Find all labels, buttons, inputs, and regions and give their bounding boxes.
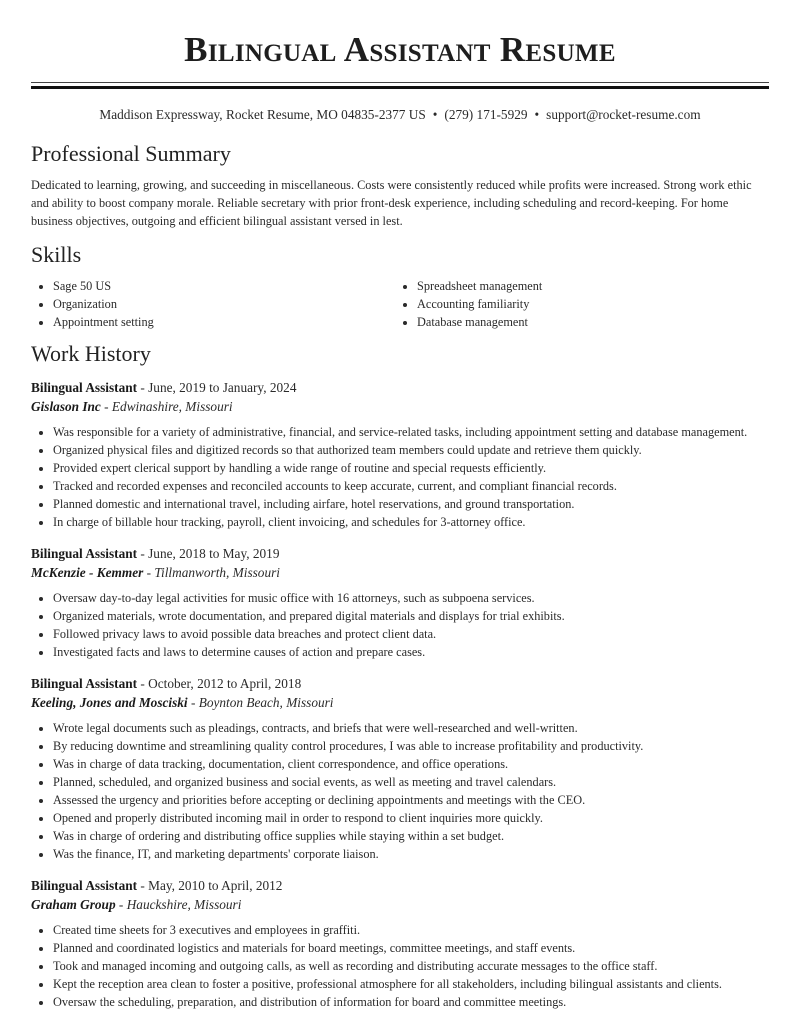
skills-list-left: [31, 277, 395, 331]
job-title: Bilingual Assistant: [31, 546, 138, 561]
job-title: Bilingual Assistant: [31, 380, 138, 395]
skill-item: • Organization: [53, 295, 395, 313]
summary-text: Dedicated to learning, growing, and succeeding in miscellaneous. Costs were consistently reduced while profits were increased. Strong work ethic and ability to boost company morale. Reliable secretary with prior front-desk experience, including scheduling and record-keeping. For home business objectives, outgoing and efficient bilingual assistant versed in lest.: [31, 178, 752, 228]
job-title-line: Bilingual Assistant - October, 2012 to April, 2018: [31, 676, 302, 691]
job-bullet: • Took and managed incoming and outgoing calls, as well as recording and distributing accurate messages to the office staff.: [53, 957, 769, 975]
job-location: Hauckshire, Missouri: [126, 897, 242, 912]
job-bullet: • Provided expert clerical support by handling a wide range of routine and special requests efficiently.: [53, 459, 769, 477]
job-location: Boynton Beach, Missouri: [198, 695, 334, 710]
job-location: Edwinashire, Missouri: [111, 399, 233, 414]
job-entry: [31, 378, 769, 531]
job-bullet: • Planned domestic and international travel, including airfare, hotel reservations, and ground transportation.: [53, 495, 769, 513]
section-heading-skills: Skills: [31, 242, 82, 267]
header-divider-thin: [31, 82, 769, 83]
job-company-line: Keeling, Jones and Mosciski - Boynton Beach, Missouri: [31, 695, 334, 710]
job-entry: [31, 674, 769, 863]
job-bullet: • Was in charge of data tracking, documentation, client correspondence, and office operations.: [53, 755, 769, 773]
job-title-line: Bilingual Assistant - May, 2010 to April, 2012: [31, 878, 283, 893]
job-bullet: • Was responsible for a variety of administrative, financial, and service-related tasks, including appointment setting and database management.: [53, 423, 769, 441]
skill-item: • Spreadsheet management: [417, 277, 759, 295]
job-company-line: McKenzie - Kemmer - Tillmanworth, Missouri: [31, 565, 280, 580]
job-title-line: Bilingual Assistant - June, 2018 to May, 2019: [31, 546, 280, 561]
job-bullet: • Followed privacy laws to avoid possible data breaches and protect client data.: [53, 625, 769, 643]
job-dates: June, 2018 to May, 2019: [148, 546, 280, 561]
job-dates: May, 2010 to April, 2012: [148, 878, 283, 893]
job-company: Graham Group: [31, 897, 116, 912]
header-divider-thick: [31, 86, 769, 89]
job-bullets: [31, 921, 769, 1011]
job-company-line: Graham Group - Hauckshire, Missouri: [31, 897, 242, 912]
job-title: Bilingual Assistant: [31, 878, 138, 893]
job-bullet: • Wrote legal documents such as pleadings, contracts, and briefs that were well-researched and well-written.: [53, 719, 769, 737]
job-bullet: • Was the finance, IT, and marketing departments' corporate liaison.: [53, 845, 769, 863]
job-bullet: • Planned and coordinated logistics and materials for board meetings, committee meetings, and staff events.: [53, 939, 769, 957]
skill-item: • Sage 50 US: [53, 277, 395, 295]
contact-email: support@rocket-resume.com: [546, 107, 701, 122]
job-bullet: • Kept the reception area clean to foster a positive, professional atmosphere for all stakeholders, including bilingual assistants and clients.: [53, 975, 769, 993]
job-bullet: • By reducing downtime and streamlining quality control procedures, I was able to increase profitability and productivity.: [53, 737, 769, 755]
professional-summary-section: [31, 141, 769, 230]
bullet-separator: •: [534, 107, 540, 122]
skill-item: • Accounting familiarity: [417, 295, 759, 313]
job-bullet: • Planned, scheduled, and organized business and social events, as well as meeting and travel calendars.: [53, 773, 769, 791]
resume-title: Bilingual Assistant Resume: [184, 30, 616, 69]
job-company: McKenzie - Kemmer: [31, 565, 144, 580]
job-bullet: • In charge of billable hour tracking, payroll, client invoicing, and schedules for 3-attorney office.: [53, 513, 769, 531]
job-bullet: • Assessed the urgency and priorities before accepting or declining appointments and meetings with the CEO.: [53, 791, 769, 809]
job-company-line: Gislason Inc - Edwinashire, Missouri: [31, 399, 233, 414]
job-bullets: [31, 423, 769, 531]
job-bullet: • Organized materials, wrote documentation, and prepared digital materials and displays for trial exhibits.: [53, 607, 769, 625]
contact-phone: (279) 171-5929: [444, 107, 528, 122]
section-heading-work-history: Work History: [31, 341, 151, 366]
skills-list-right: [395, 277, 759, 331]
bullet-separator: •: [432, 107, 438, 122]
skills-grid: [31, 277, 769, 331]
job-dates: June, 2019 to January, 2024: [148, 380, 297, 395]
job-bullet: • Organized physical files and digitized records so that authorized team members could update and retrieve them quickly.: [53, 441, 769, 459]
job-bullet: • Opened and properly distributed incoming mail in order to respond to client inquiries more quickly.: [53, 809, 769, 827]
job-bullet: • Oversaw day-to-day legal activities for music office with 16 attorneys, such as subpoena services.: [53, 589, 769, 607]
job-bullet: • Investigated facts and laws to determine causes of action and prepare cases.: [53, 643, 769, 661]
job-bullet: • Was in charge of ordering and distributing office supplies while staying within a set budget.: [53, 827, 769, 845]
contact-address: Maddison Expressway, Rocket Resume, MO 04835-2377 US: [99, 107, 426, 122]
job-title-line: Bilingual Assistant - June, 2019 to January, 2024: [31, 380, 297, 395]
job-title: Bilingual Assistant: [31, 676, 138, 691]
job-bullet: • Tracked and recorded expenses and reconciled accounts to keep accurate, current, and compliant financial records.: [53, 477, 769, 495]
section-heading-summary: Professional Summary: [31, 141, 231, 166]
skills-section: [31, 242, 769, 331]
contact-line: [31, 106, 769, 124]
job-bullet: • Created time sheets for 3 executives and employees in graffiti.: [53, 921, 769, 939]
job-company: Gislason Inc: [31, 399, 101, 414]
work-history-section: [31, 341, 769, 1011]
skill-item: • Appointment setting: [53, 313, 395, 331]
skill-item: • Database management: [417, 313, 759, 331]
job-location: Tillmanworth, Missouri: [154, 565, 280, 580]
job-company: Keeling, Jones and Mosciski: [31, 695, 188, 710]
job-entry: [31, 876, 769, 1011]
job-bullets: [31, 719, 769, 863]
job-bullet: • Oversaw the scheduling, preparation, and distribution of information for board and committee meetings.: [53, 993, 769, 1011]
job-bullets: [31, 589, 769, 661]
job-dates: October, 2012 to April, 2018: [148, 676, 302, 691]
job-entry: [31, 544, 769, 661]
